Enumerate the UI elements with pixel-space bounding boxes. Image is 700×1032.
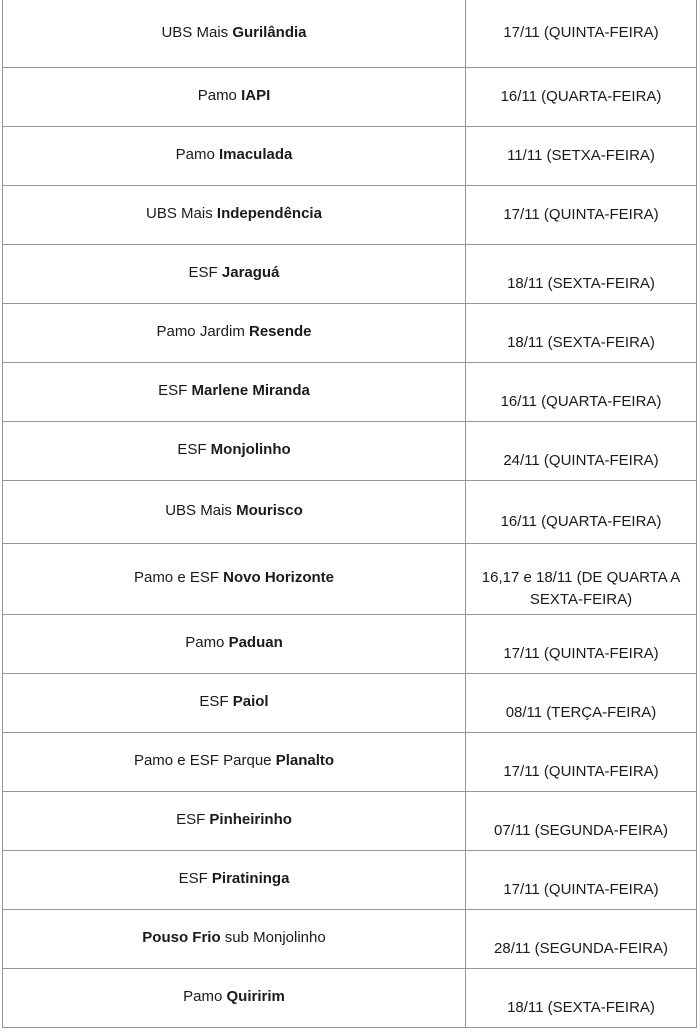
date-text: 16/11 (QUARTA-FEIRA) — [500, 392, 662, 410]
table-row — [3, 968, 697, 1027]
unit-name-prefix: ESF — [158, 382, 192, 400]
unit-name-cell — [3, 480, 466, 543]
date-text: 18/11 (SEXTA-FEIRA) — [507, 274, 655, 292]
unit-name-cell — [3, 362, 466, 421]
date-text: 17/11 (QUINTA-FEIRA) — [503, 24, 659, 42]
unit-name-prefix: Pamo — [175, 146, 219, 164]
unit-name-cell — [3, 244, 466, 303]
unit-name-bold: Mourisco — [236, 502, 303, 520]
schedule-rows — [3, 0, 697, 1027]
date-text: 24/11 (QUINTA-FEIRA) — [503, 451, 659, 469]
unit-name-cell — [3, 0, 466, 67]
unit-name-bold: Marlene Miranda — [191, 382, 310, 400]
date-cell — [466, 968, 697, 1027]
table-row — [3, 67, 697, 126]
date-cell — [466, 614, 697, 673]
unit-name-prefix: Pamo e ESF Parque — [133, 752, 276, 770]
unit-name-prefix: Pamo e ESF — [133, 569, 224, 587]
table-row — [3, 543, 697, 614]
unit-name-cell — [3, 421, 466, 480]
date-cell — [466, 303, 697, 362]
unit-name-bold: Paduan — [228, 634, 283, 652]
table-row — [3, 421, 697, 480]
unit-name-cell — [3, 909, 466, 968]
table-row — [3, 673, 697, 732]
unit-name-cell — [3, 614, 466, 673]
date-text: 18/11 (SEXTA-FEIRA) — [507, 333, 655, 351]
unit-name-cell — [3, 67, 466, 126]
table-row — [3, 126, 697, 185]
date-cell — [466, 362, 697, 421]
date-text: 08/11 (TERÇA-FEIRA) — [505, 703, 657, 721]
unit-name-prefix: Pamo — [183, 988, 227, 1006]
date-cell — [466, 791, 697, 850]
unit-name-cell — [3, 732, 466, 791]
date-text: 16,17 e 18/11 (DE QUARTA A SEXTA-FEIRA) — [481, 568, 681, 608]
unit-name-cell — [3, 791, 466, 850]
unit-name-bold: Pouso Frio — [142, 929, 221, 947]
unit-name-bold: IAPI — [241, 87, 271, 105]
date-text: 17/11 (QUINTA-FEIRA) — [503, 762, 659, 780]
unit-name-bold: Jaraguá — [221, 264, 280, 282]
unit-name-bold: Gurilândia — [232, 23, 307, 41]
table-row — [3, 362, 697, 421]
date-cell — [466, 67, 697, 126]
unit-name-bold: Independência — [216, 205, 322, 223]
unit-name-bold: Paiol — [232, 693, 269, 711]
unit-name-prefix: UBS Mais — [161, 23, 233, 41]
unit-name-cell — [3, 185, 466, 244]
date-cell — [466, 0, 697, 67]
date-cell — [466, 732, 697, 791]
unit-name-bold: Piratininga — [211, 870, 290, 888]
date-text: 16/11 (QUARTA-FEIRA) — [500, 87, 662, 105]
unit-name-bold: Monjolinho — [210, 441, 291, 459]
unit-name-suffix: sub Monjolinho — [220, 929, 326, 947]
date-text: 17/11 (QUINTA-FEIRA) — [503, 880, 659, 898]
date-cell — [466, 543, 697, 614]
table-row — [3, 303, 697, 362]
unit-name-cell — [3, 673, 466, 732]
date-cell — [466, 480, 697, 543]
table-row — [3, 185, 697, 244]
unit-name-cell — [3, 303, 466, 362]
unit-name-prefix: Pamo — [197, 87, 242, 105]
table-row — [3, 614, 697, 673]
unit-name-bold: Quiririm — [226, 988, 285, 1006]
date-cell — [466, 850, 697, 909]
unit-name-prefix: ESF — [178, 870, 212, 888]
table-row — [3, 850, 697, 909]
table-row — [3, 791, 697, 850]
unit-name-cell — [3, 543, 466, 614]
date-text: 18/11 (SEXTA-FEIRA) — [507, 998, 655, 1016]
unit-name-bold: Pinheirinho — [209, 811, 292, 829]
unit-name-prefix: ESF — [199, 693, 233, 711]
date-text: 11/11 (SETXA-FEIRA) — [507, 146, 655, 164]
unit-name-bold: Resende — [249, 323, 312, 341]
table-row — [3, 0, 697, 67]
unit-name-prefix: UBS Mais — [165, 502, 237, 520]
date-text: 07/11 (SEGUNDA-FEIRA) — [494, 821, 668, 839]
date-text: 17/11 (QUINTA-FEIRA) — [503, 644, 659, 662]
date-cell — [466, 185, 697, 244]
unit-name-cell — [3, 968, 466, 1027]
unit-name-cell — [3, 850, 466, 909]
unit-name-cell — [3, 126, 466, 185]
date-cell — [466, 421, 697, 480]
unit-name-prefix: ESF — [188, 264, 222, 282]
unit-name-prefix: ESF — [176, 811, 210, 829]
table-row — [3, 732, 697, 791]
unit-name-bold: Imaculada — [218, 146, 293, 164]
unit-name-prefix: Pamo — [185, 634, 229, 652]
date-cell — [466, 673, 697, 732]
table-row — [3, 909, 697, 968]
date-text: 17/11 (QUINTA-FEIRA) — [503, 205, 659, 223]
table-row — [3, 244, 697, 303]
date-text: 28/11 (SEGUNDA-FEIRA) — [494, 939, 668, 957]
unit-name-bold: Novo Horizonte — [223, 569, 335, 587]
date-text: 16/11 (QUARTA-FEIRA) — [500, 512, 662, 530]
date-cell — [466, 244, 697, 303]
unit-name-bold: Planalto — [275, 752, 335, 770]
unit-name-prefix: UBS Mais — [146, 205, 217, 223]
unit-name-prefix: Pamo Jardim — [156, 323, 249, 341]
date-cell — [466, 909, 697, 968]
table-row — [3, 480, 697, 543]
unit-name-prefix: ESF — [177, 441, 211, 459]
date-cell — [466, 126, 697, 185]
unit-schedule-table — [2, 0, 697, 1028]
